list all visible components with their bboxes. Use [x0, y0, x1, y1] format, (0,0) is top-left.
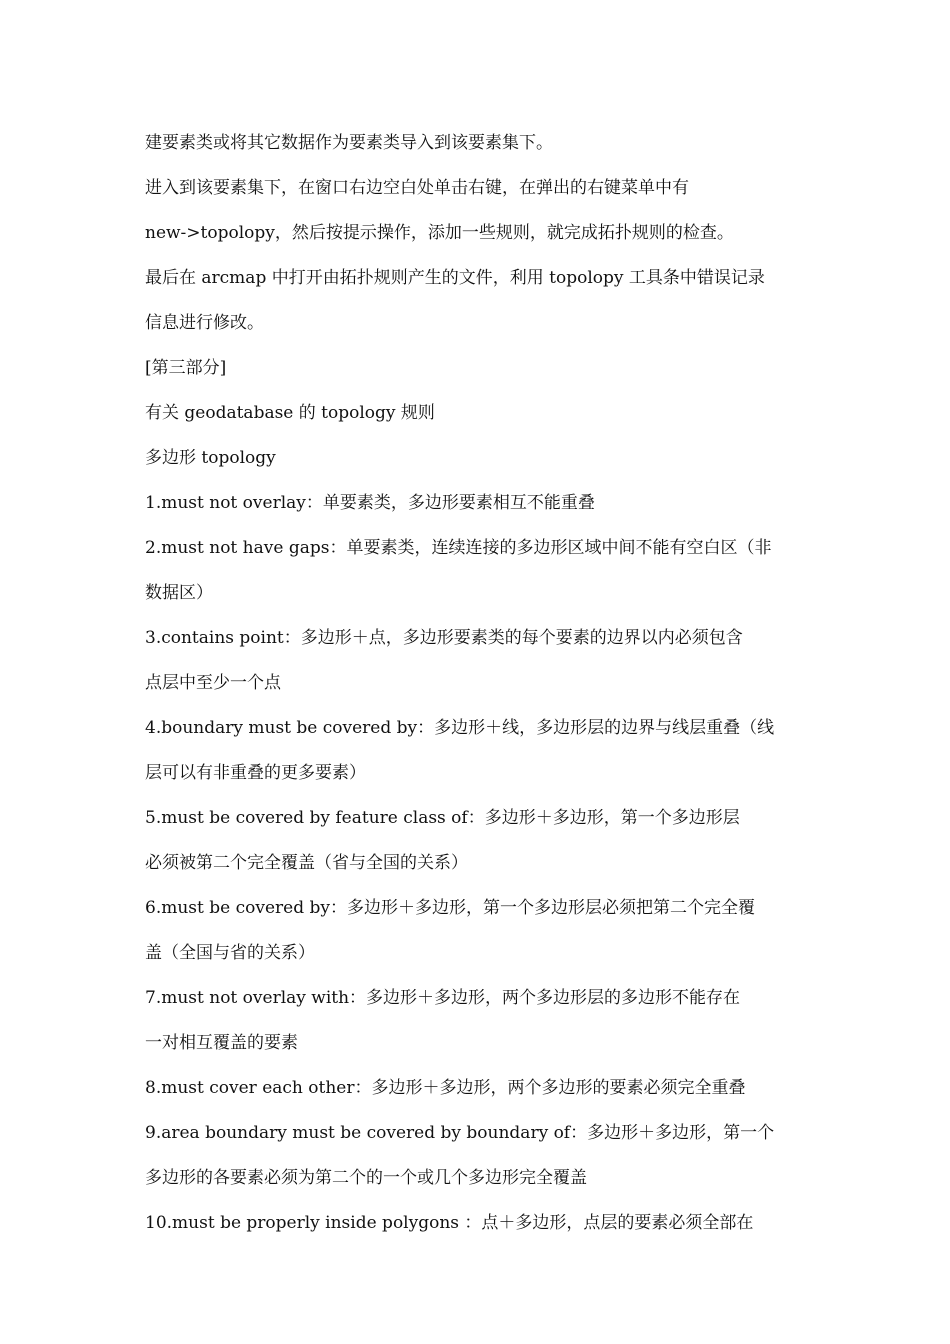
rule-item: 4.boundary must be covered by：多边形＋线，多边形层的边界与线层重叠（线 [145, 718, 775, 738]
rule-item-continuation: 数据区） [145, 583, 213, 603]
rule-item-continuation: 盖（全国与省的关系） [145, 943, 315, 963]
rule-item: 2.must not have gaps：单要素类，连续连接的多边形区域中间不能有空白区（非 [145, 538, 772, 558]
text-line: 多边形 topology [145, 448, 276, 468]
rule-item-continuation: 层可以有非重叠的更多要素） [145, 763, 366, 783]
text-line: 建要素类或将其它数据作为要素类导入到该要素集下。 [145, 133, 553, 153]
rule-item: 10.must be properly inside polygons ：点＋多边形，点层的要素必须全部在 [145, 1213, 754, 1233]
rule-item: 6.must be covered by：多边形＋多边形，第一个多边形层必须把第二个完全覆 [145, 898, 755, 918]
rule-item-continuation: 必须被第二个完全覆盖（省与全国的关系） [145, 853, 468, 873]
rule-item-continuation: 点层中至少一个点 [145, 673, 281, 693]
rule-item: 3.contains point：多边形＋点，多边形要素类的每个要素的边界以内必须包含 [145, 628, 743, 648]
section-heading: [第三部分] [145, 358, 227, 378]
document-body [145, 121, 815, 1246]
text-line: new->topolopy，然后按提示操作，添加一些规则，就完成拓扑规则的检查。 [145, 223, 734, 243]
text-line: 最后在 arcmap 中打开由拓扑规则产生的文件，利用 topolopy 工具条中错误记录 [145, 268, 765, 288]
rule-item: 1.must not overlay：单要素类，多边形要素相互不能重叠 [145, 493, 595, 513]
rule-item: 7.must not overlay with：多边形＋多边形，两个多边形层的多边形不能存在 [145, 988, 741, 1008]
text-line: 有关 geodatabase 的 topology 规则 [145, 403, 435, 423]
rule-item: 9.area boundary must be covered by boundary of：多边形＋多边形，第一个 [145, 1123, 775, 1143]
rule-item-continuation: 一对相互覆盖的要素 [145, 1033, 298, 1053]
text-line: 信息进行修改。 [145, 313, 264, 333]
rule-item: 8.must cover each other：多边形＋多边形，两个多边形的要素必须完全重叠 [145, 1078, 746, 1098]
rule-item: 5.must be covered by feature class of：多边形＋多边形，第一个多边形层 [145, 808, 740, 828]
rule-item-continuation: 多边形的各要素必须为第二个的一个或几个多边形完全覆盖 [145, 1168, 587, 1188]
text-line: 进入到该要素集下，在窗口右边空白处单击右键，在弹出的右键菜单中有 [145, 178, 689, 198]
